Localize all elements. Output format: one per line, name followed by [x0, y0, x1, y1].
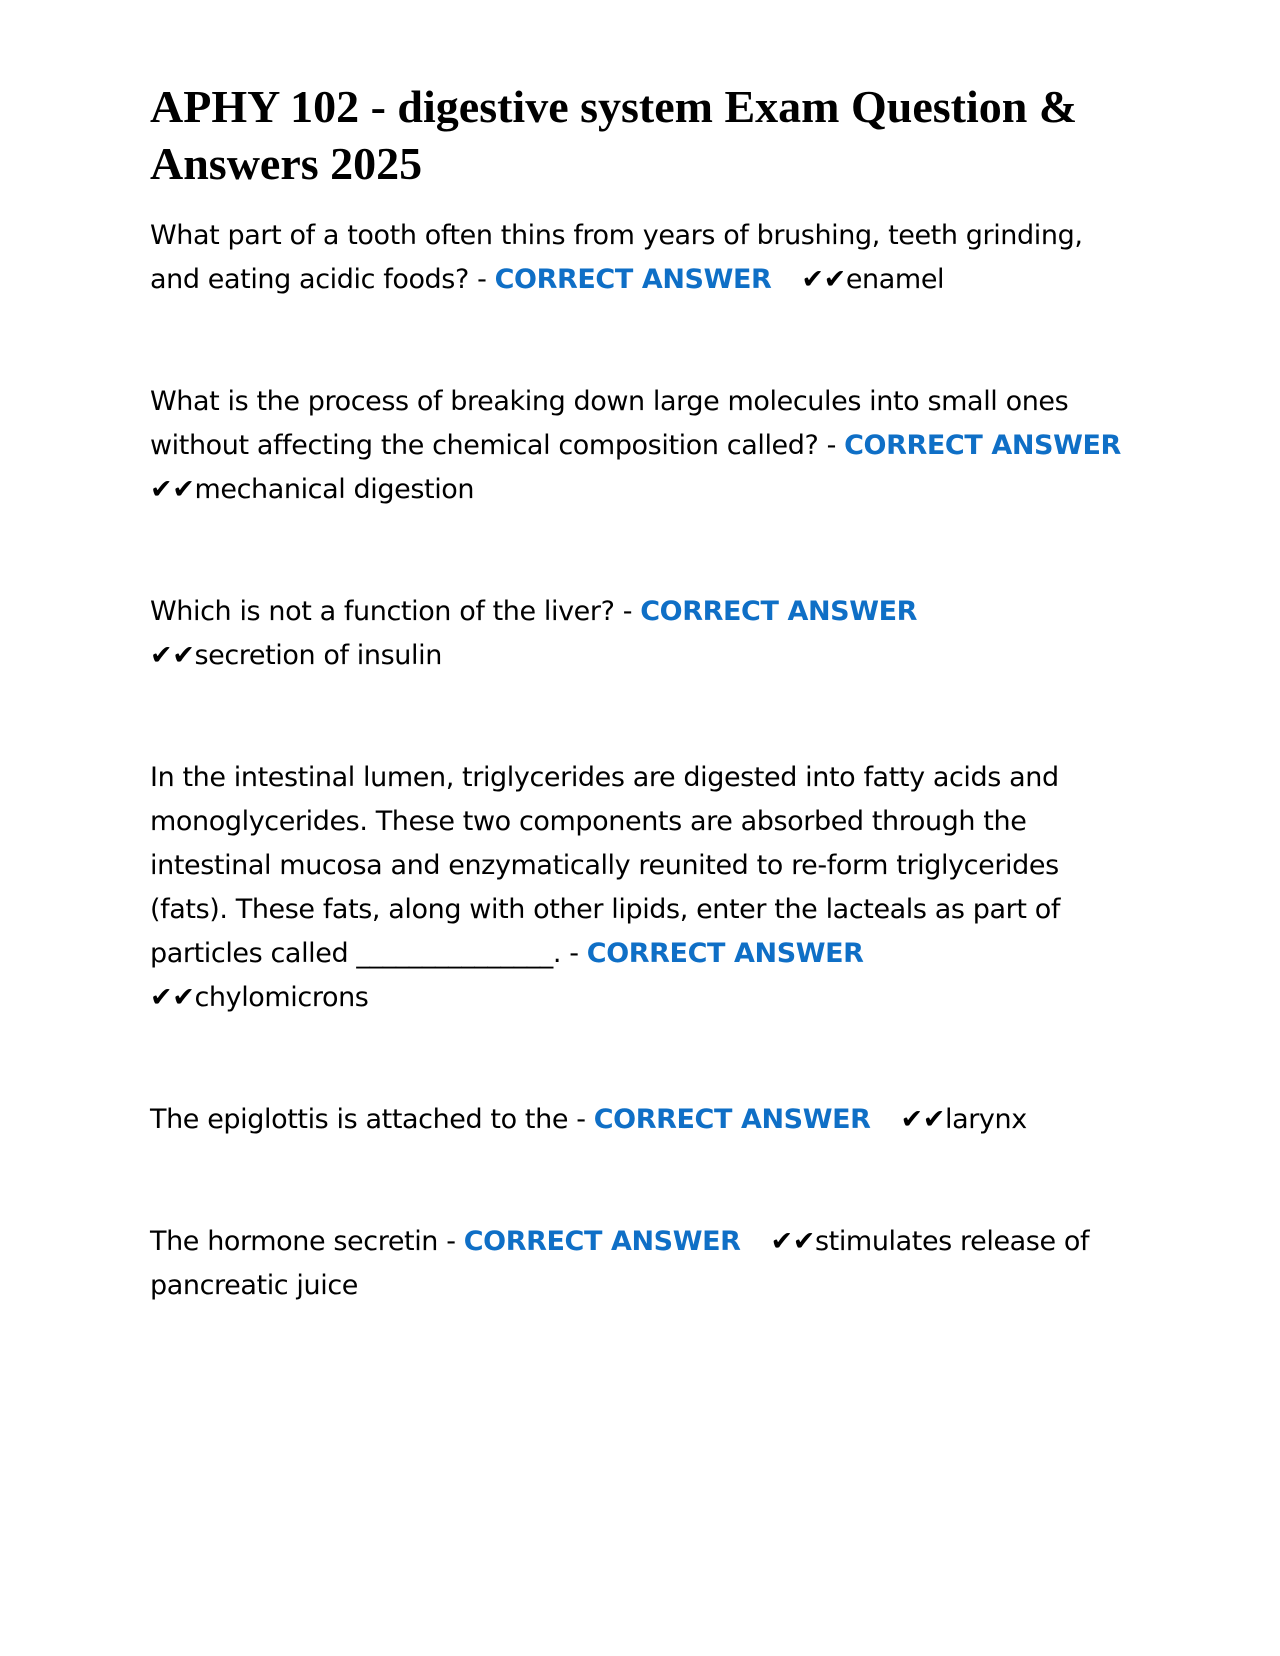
question-text: The epiglottis is attached to the -: [150, 1104, 594, 1135]
question-text: What part of a tooth often thins from years of brushing, teeth grinding, and eating acidic foods? -: [150, 220, 1083, 295]
correct-answer-label: CORRECT ANSWER: [494, 264, 772, 295]
double-check-icon: ✔✔: [150, 474, 195, 505]
answer-text: enamel: [845, 264, 945, 295]
qa-item: [150, 756, 1140, 1020]
answer-text: chylomicrons: [194, 982, 369, 1013]
double-check-icon: ✔✔: [150, 982, 195, 1013]
correct-answer-label: CORRECT ANSWER: [463, 1226, 741, 1257]
qa-item: [150, 1220, 1140, 1308]
answer-text: stimulates release of pancreatic juice: [150, 1226, 1090, 1301]
double-check-icon: ✔✔: [801, 264, 846, 295]
answer-text: larynx: [944, 1104, 1027, 1135]
question-text: The hormone secretin -: [150, 1226, 464, 1257]
document-title: APHY 102 - digestive system Exam Question & Answers 2025: [150, 81, 1078, 189]
double-check-icon: ✔✔: [150, 640, 195, 671]
question-text: Which is not a function of the liver? -: [150, 596, 641, 627]
qa-item: [150, 1098, 1140, 1142]
correct-answer-label: CORRECT ANSWER: [593, 1104, 871, 1135]
correct-answer-label: CORRECT ANSWER: [586, 938, 864, 969]
qa-item: [150, 590, 1140, 678]
answer-text: secretion of insulin: [194, 640, 442, 671]
correct-answer-label: CORRECT ANSWER: [640, 596, 918, 627]
qa-item: [150, 214, 1140, 302]
double-check-icon: ✔✔: [770, 1226, 815, 1257]
document-page: [150, 78, 1140, 1308]
question-text: What is the process of breaking down large molecules into small ones without affecting the chemical composition called? -: [150, 386, 1069, 461]
answer-text: mechanical digestion: [194, 474, 475, 505]
double-check-icon: ✔✔: [900, 1104, 945, 1135]
qa-item: [150, 380, 1140, 512]
question-text: In the intestinal lumen, triglycerides are digested into fatty acids and monoglycerides. These two components are absorbed through the intestinal mucosa and enzymatically reunited to re-form triglycerides (fats). These fats, along with other lipids, enter the lacteals as part of particles called _______________. -: [150, 762, 1060, 969]
correct-answer-label: CORRECT ANSWER: [844, 430, 1121, 461]
